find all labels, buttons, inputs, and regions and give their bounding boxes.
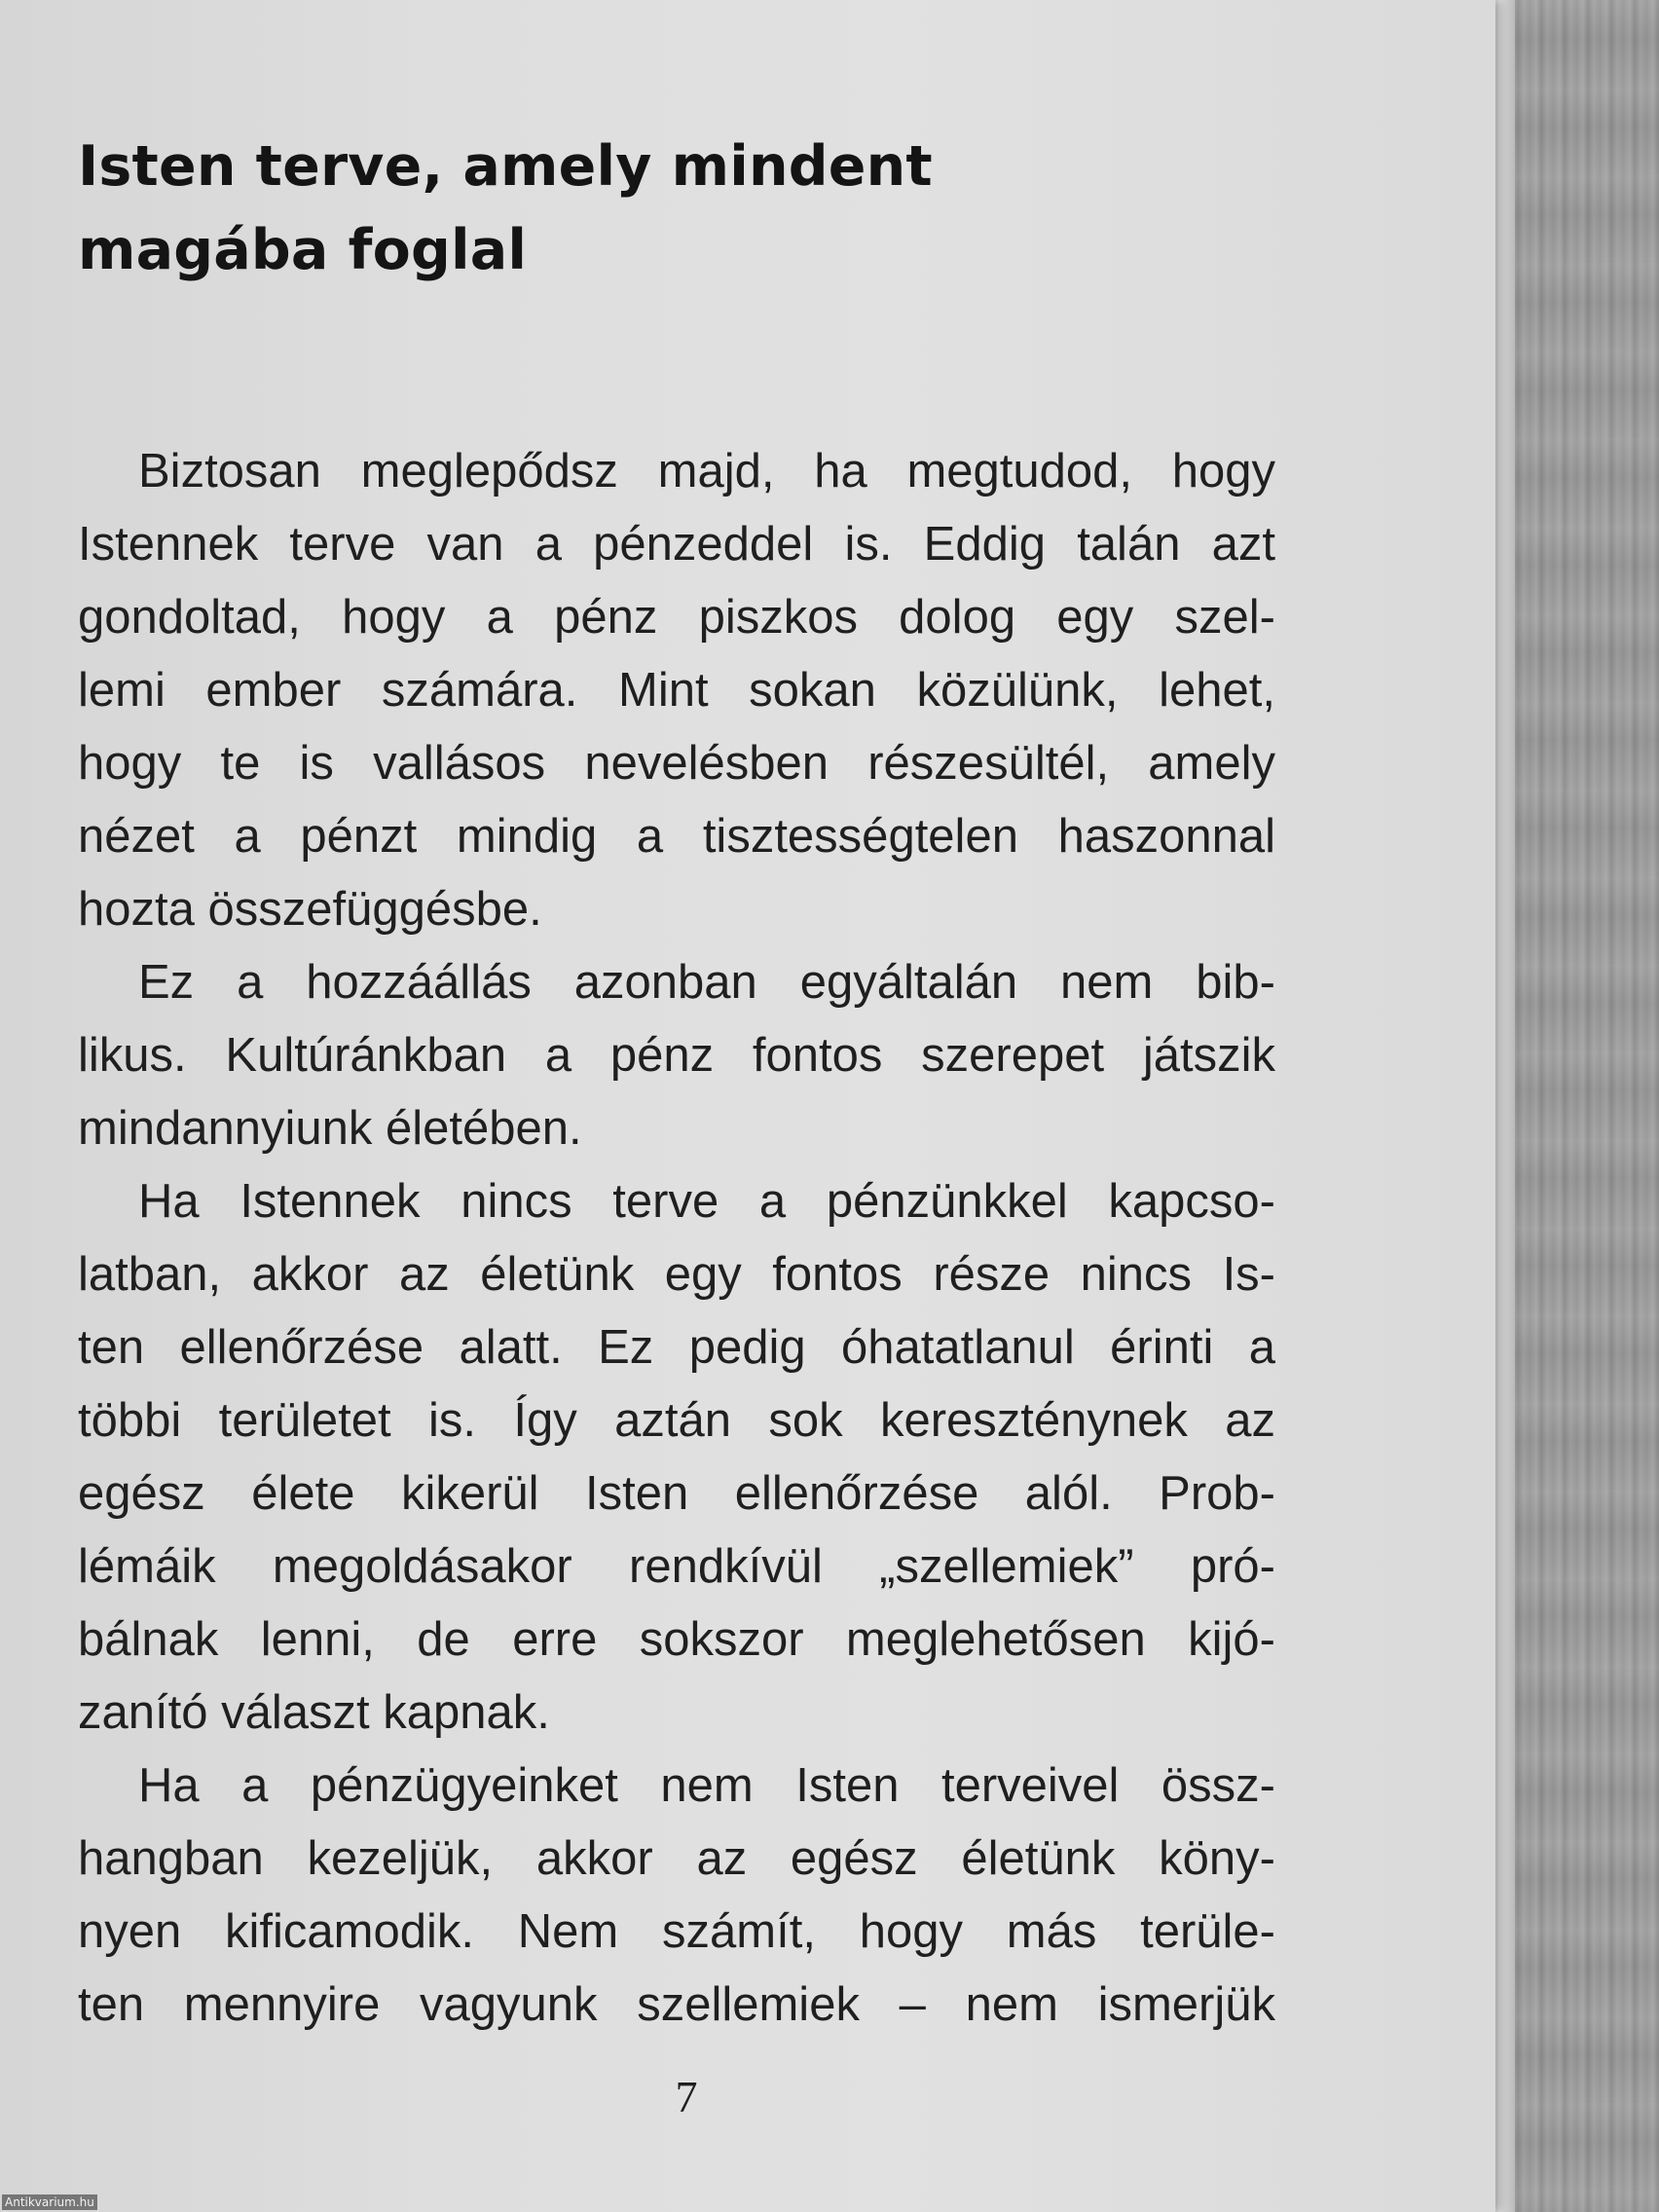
text-line: hozta összefüggésbe. bbox=[78, 883, 542, 936]
heading-line-1: Isten terve, amely mindent bbox=[78, 134, 933, 199]
text-line: Biztosan meglepődsz majd, ha megtudod, hogy bbox=[138, 445, 1275, 498]
paragraph-3 bbox=[78, 1165, 1275, 1750]
text-line: Ez a hozzáállás azonban egyáltalán nem bib- bbox=[138, 956, 1275, 1009]
text-line: bálnak lenni, de erre sokszor meglehetősen kijó- bbox=[78, 1613, 1275, 1666]
paragraph-2 bbox=[78, 946, 1275, 1165]
text-line: likus. Kultúránkban a pénz fontos szerepet játszik bbox=[78, 1029, 1275, 1082]
text-line: hangban kezeljük, akkor az egész életünk köny- bbox=[78, 1832, 1275, 1885]
text-line: ten ellenőrzése alatt. Ez pedig óhatatlanul érinti a bbox=[78, 1321, 1275, 1374]
page-number: 7 bbox=[675, 2072, 698, 2121]
text-line: Ha Istennek nincs terve a pénzünkkel kapcso- bbox=[138, 1175, 1275, 1228]
text-line: egész élete kikerül Isten ellenőrzése alól. Prob- bbox=[78, 1467, 1275, 1520]
text-line: ten mennyire vagyunk szellemiek – nem ismerjük bbox=[78, 1978, 1275, 2031]
paragraph-4 bbox=[78, 1750, 1275, 2042]
heading-line-2: magába foglal bbox=[78, 218, 528, 282]
paragraph-1 bbox=[78, 435, 1275, 946]
text-line: Ha a pénzügyeinket nem Isten terveivel össz- bbox=[138, 1759, 1275, 1812]
text-line: latban, akkor az életünk egy fontos része nincs Is- bbox=[78, 1248, 1275, 1301]
body-text bbox=[78, 435, 1275, 2042]
text-line: Istennek terve van a pénzeddel is. Eddig talán azt bbox=[78, 518, 1275, 571]
text-line: nyen kificamodik. Nem számít, hogy más terüle- bbox=[78, 1905, 1275, 1958]
text-line: mindannyiunk életében. bbox=[78, 1102, 582, 1155]
text-line: lemi ember számára. Mint sokan közülünk, lehet, bbox=[78, 664, 1275, 717]
text-line: gondoltad, hogy a pénz piszkos dolog egy szel- bbox=[78, 591, 1275, 644]
text-line: lémáik megoldásakor rendkívül „szellemiek” pró- bbox=[78, 1540, 1275, 1593]
text-line: hogy te is vallásos nevelésben részesültél, amely bbox=[78, 737, 1275, 790]
text-line: zanító választ kapnak. bbox=[78, 1686, 550, 1739]
text-line: többi területet is. Így aztán sok kereszténynek az bbox=[78, 1394, 1275, 1447]
text-line: nézet a pénzt mindig a tisztességtelen haszonnal bbox=[78, 810, 1275, 863]
watermark: Antikvarium.hu bbox=[2, 2194, 97, 2210]
chapter-heading bbox=[78, 125, 954, 292]
